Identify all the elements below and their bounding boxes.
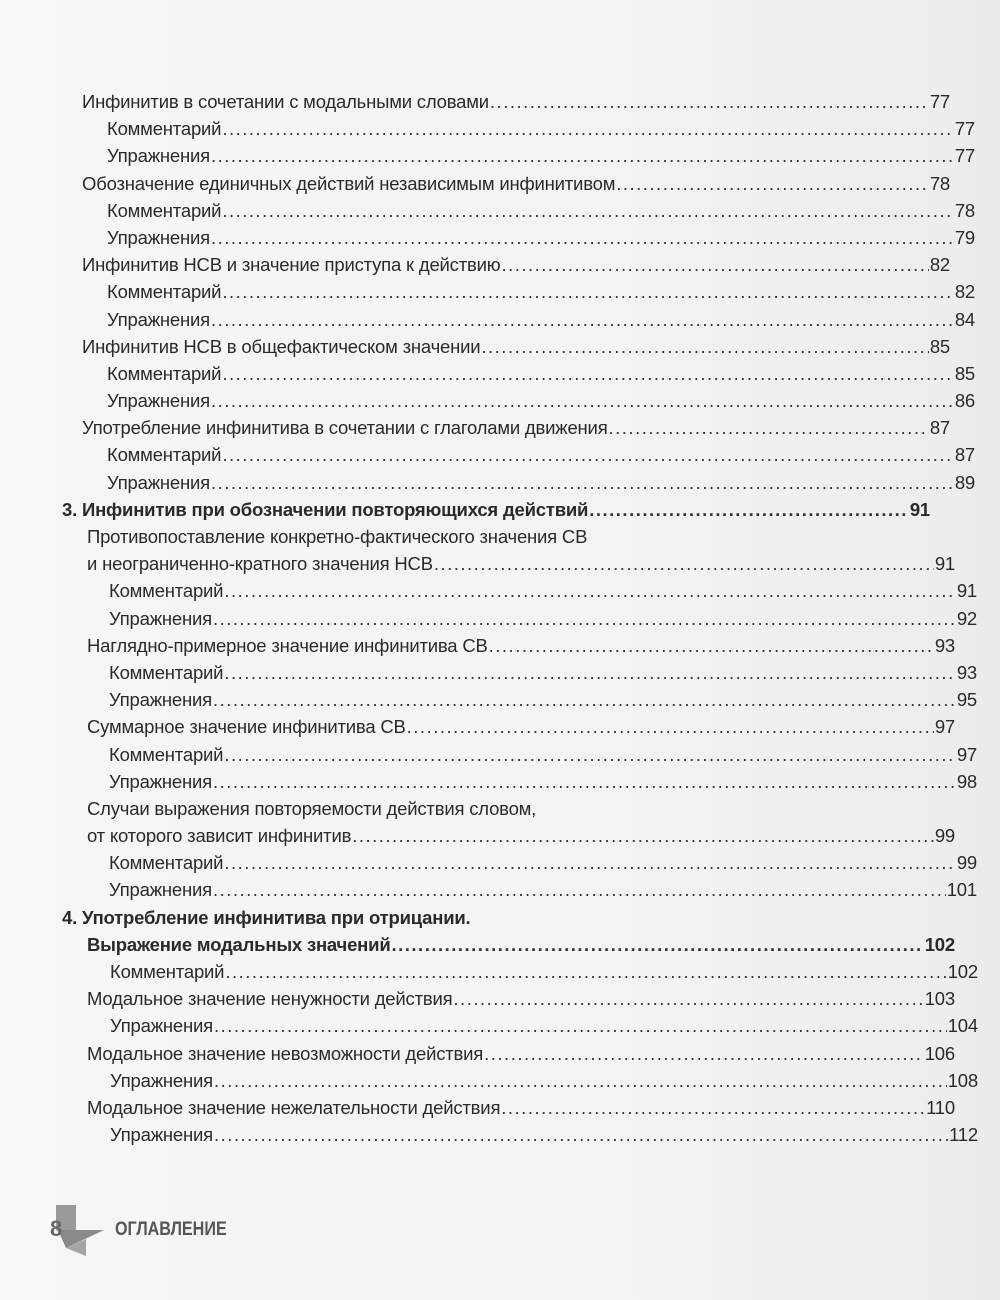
toc-entry-title: Упражнения <box>109 770 212 792</box>
toc-entry <box>0 768 977 795</box>
dot-leader <box>501 1094 925 1121</box>
dot-leader <box>211 387 954 414</box>
toc-entry <box>0 849 977 876</box>
dot-leader <box>352 822 934 849</box>
toc-entry-page: 108 <box>947 1069 978 1091</box>
toc-entry <box>0 550 955 577</box>
toc-entry-title: Комментарий <box>109 743 224 765</box>
toc-entry <box>0 713 955 740</box>
toc-entry-page: 77 <box>954 145 975 167</box>
toc-entry <box>0 414 950 441</box>
dot-leader <box>224 577 955 604</box>
toc-entry-title: Комментарий <box>107 281 222 303</box>
toc-entry-page: 97 <box>934 716 955 738</box>
toc-entry-page: 97 <box>956 743 977 765</box>
dot-leader <box>222 441 953 468</box>
toc-entry <box>0 251 950 278</box>
toc-entry <box>0 904 930 931</box>
toc-entry-page: 77 <box>954 118 975 140</box>
dot-leader <box>224 741 955 768</box>
toc-entry <box>0 88 950 115</box>
toc-entry <box>0 659 977 686</box>
dot-leader <box>609 414 929 441</box>
dot-leader <box>213 768 956 795</box>
toc-entry-title: Комментарий <box>109 661 224 683</box>
toc-entry-page: 95 <box>956 689 977 711</box>
toc-entry-title: 3. Инфинитив при обозначении повторяющихся действий <box>62 498 589 520</box>
dot-leader <box>214 1012 947 1039</box>
toc-entry <box>0 306 975 333</box>
toc-entry-page: 78 <box>954 199 975 221</box>
toc-entry-page: 87 <box>929 417 950 439</box>
toc-entry <box>0 1040 955 1067</box>
toc-entry-title: Упражнения <box>107 308 210 330</box>
dot-leader <box>214 1067 947 1094</box>
toc-entry-page: 103 <box>924 988 955 1010</box>
toc-entry <box>0 822 955 849</box>
toc-entry-title: 4. Употребление инфинитива при отрицании. <box>62 906 471 928</box>
toc-entry-page: 79 <box>954 226 975 248</box>
toc-entry-page: 102 <box>947 961 978 982</box>
toc-entry-page: 93 <box>934 634 955 656</box>
toc-entry <box>0 333 950 360</box>
toc-entry-title: Комментарий <box>107 444 222 466</box>
dot-leader <box>211 306 954 333</box>
toc-entry-title: и неограниченно-кратного значения НСВ <box>87 553 433 575</box>
toc-entry <box>0 958 978 985</box>
toc-entry <box>0 469 975 496</box>
dot-leader <box>214 1121 948 1148</box>
toc-entry <box>0 931 955 958</box>
toc-entry <box>0 1067 978 1094</box>
toc-entry <box>0 686 977 713</box>
page-number: 8 <box>50 1216 63 1241</box>
dot-leader <box>616 170 929 197</box>
toc-entry-title: Модальное значение ненужности действия <box>87 988 453 1010</box>
toc-entry <box>0 605 977 632</box>
toc-entry-page: 101 <box>946 879 977 901</box>
dot-leader <box>224 659 955 686</box>
toc-entry-title: Случаи выражения повторяемости действия словом, <box>87 797 537 819</box>
dot-leader <box>225 958 946 985</box>
toc-entry-title: Комментарий <box>110 961 225 982</box>
toc-entry-page: 85 <box>929 335 950 357</box>
toc-entry-page: 82 <box>929 254 950 276</box>
toc-entry-title: Наглядно-примерное значение инфинитива СВ <box>87 634 488 656</box>
toc-entry <box>0 632 955 659</box>
toc-entry <box>0 577 977 604</box>
toc-entry-title: Употребление инфинитива в сочетании с глаголами движения <box>82 417 608 439</box>
toc-entry-title: Упражнения <box>109 689 212 711</box>
dot-leader <box>481 333 928 360</box>
toc-entry <box>0 441 975 468</box>
toc-entry-title: Инфинитив в сочетании с модальными словами <box>82 91 489 112</box>
toc-entry-page: 99 <box>956 852 977 874</box>
toc-entry <box>0 523 955 550</box>
dot-leader <box>224 849 955 876</box>
toc-entry-page: 91 <box>909 498 930 520</box>
toc-entry-title: Упражнения <box>107 390 210 412</box>
toc-entry-page: 77 <box>929 91 950 112</box>
toc-entry-title: Инфинитив НСВ в общефактическом значении <box>82 335 481 357</box>
dot-leader <box>392 931 924 958</box>
toc-entry-title: Упражнения <box>107 471 210 493</box>
toc-entry-page: 89 <box>954 471 975 493</box>
toc-entry <box>0 1012 978 1039</box>
dot-leader <box>213 876 946 903</box>
toc-entry-title: Комментарий <box>107 199 222 221</box>
dot-leader <box>407 713 934 740</box>
toc-entry-page: 99 <box>934 825 955 847</box>
table-of-contents <box>0 88 1000 1148</box>
toc-entry-title: Упражнения <box>107 145 210 167</box>
toc-entry <box>0 985 955 1012</box>
toc-entry-title: Упражнения <box>110 1069 213 1091</box>
dot-leader <box>222 115 953 142</box>
dot-leader <box>484 1040 924 1067</box>
toc-entry-title: Упражнения <box>110 1124 213 1146</box>
toc-entry-page: 91 <box>956 580 977 602</box>
toc-entry-page: 102 <box>924 933 955 955</box>
dot-leader <box>222 197 953 224</box>
dot-leader <box>222 360 953 387</box>
toc-entry-title: Упражнения <box>109 879 212 901</box>
toc-entry <box>0 197 975 224</box>
dot-leader <box>453 985 923 1012</box>
toc-entry <box>0 387 975 414</box>
dot-leader <box>490 88 929 115</box>
toc-entry-title: Обозначение единичных действий независимым инфинитивом <box>82 172 616 194</box>
toc-entry-title: Комментарий <box>109 852 224 874</box>
toc-entry-page: 112 <box>949 1124 978 1146</box>
toc-entry <box>0 741 977 768</box>
toc-entry-title: Суммарное значение инфинитива СВ <box>87 716 406 738</box>
toc-entry-page: 82 <box>954 281 975 303</box>
dot-leader <box>211 469 954 496</box>
toc-entry <box>0 170 950 197</box>
toc-entry-title: Упражнения <box>109 607 212 629</box>
toc-entry-title: Комментарий <box>109 580 224 602</box>
toc-entry-page: 91 <box>934 553 955 575</box>
dot-leader <box>211 142 954 169</box>
toc-entry-page: 87 <box>954 444 975 466</box>
toc-entry-title: Упражнения <box>107 226 210 248</box>
toc-entry <box>0 142 975 169</box>
toc-entry-title: Выражение модальных значений <box>87 933 391 955</box>
toc-entry <box>0 278 975 305</box>
toc-entry-page: 85 <box>954 362 975 384</box>
toc-entry <box>0 496 930 523</box>
dot-leader <box>501 251 928 278</box>
toc-entry-title: Комментарий <box>107 362 222 384</box>
toc-entry <box>0 876 977 903</box>
toc-entry <box>0 224 975 251</box>
toc-entry-page: 93 <box>956 661 977 683</box>
dot-leader <box>211 224 954 251</box>
toc-entry-page: 98 <box>956 770 977 792</box>
toc-entry-page: 110 <box>926 1096 955 1118</box>
toc-entry-title: Комментарий <box>107 118 222 140</box>
toc-entry <box>0 115 975 142</box>
toc-entry-title: от которого зависит инфинитив <box>87 825 352 847</box>
toc-entry-page: 106 <box>924 1042 955 1064</box>
dot-leader <box>589 496 909 523</box>
toc-entry <box>0 1094 955 1121</box>
toc-entry-title: Модальное значение нежелательности действия <box>87 1096 501 1118</box>
toc-entry <box>0 795 955 822</box>
toc-entry-title: Упражнения <box>110 1015 213 1037</box>
toc-entry-page: 104 <box>947 1015 978 1037</box>
toc-entry-title: Противопоставление конкретно-фактического значения СВ <box>87 526 588 547</box>
toc-entry-page: 86 <box>954 390 975 412</box>
dot-leader <box>213 605 956 632</box>
dot-leader <box>489 632 934 659</box>
toc-entry-page: 92 <box>956 607 977 629</box>
toc-entry-title: Модальное значение невозможности действия <box>87 1042 484 1064</box>
running-footer-label: ОГЛАВЛЕНИЕ <box>115 1219 227 1240</box>
toc-entry <box>0 360 975 387</box>
toc-entry <box>0 1121 978 1148</box>
toc-entry-page: 78 <box>929 172 950 194</box>
dot-leader <box>434 550 934 577</box>
toc-entry-page: 84 <box>954 308 975 330</box>
dot-leader <box>213 686 956 713</box>
toc-entry-title: Инфинитив НСВ и значение приступа к действию <box>82 254 501 276</box>
dot-leader <box>222 278 953 305</box>
